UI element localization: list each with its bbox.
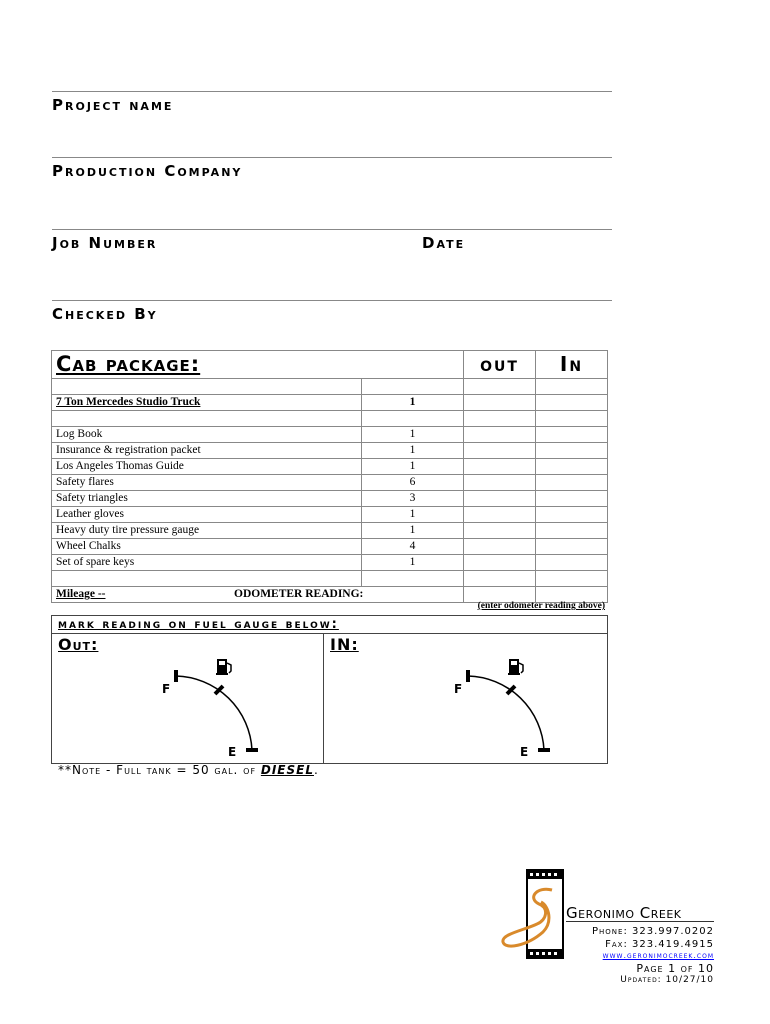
cab-package-table <box>51 350 608 603</box>
out-check-cell[interactable] <box>464 395 536 411</box>
item-qty: 1 <box>362 427 464 443</box>
table-row <box>52 539 608 555</box>
in-check-cell[interactable] <box>536 523 608 539</box>
item-qty: 6 <box>362 475 464 491</box>
checked-by-label: Checked By <box>52 305 158 323</box>
production-company-field[interactable] <box>52 157 612 218</box>
fuel-gauge-title: mark reading on fuel gauge below: <box>58 617 339 632</box>
empty-mark: E <box>520 745 529 758</box>
in-check-cell[interactable] <box>536 555 608 571</box>
full-mark: F <box>454 682 463 696</box>
item-qty: 1 <box>362 443 464 459</box>
item-rows <box>52 427 608 571</box>
in-check-cell[interactable] <box>536 395 608 411</box>
page-number: Page 1 of 10 <box>636 962 714 975</box>
date-label: Date <box>422 234 466 252</box>
item-qty: 1 <box>362 555 464 571</box>
out-check-cell[interactable] <box>464 539 536 555</box>
out-check-cell[interactable] <box>464 571 536 587</box>
in-check-cell[interactable] <box>536 379 608 395</box>
fuel-pump-icon <box>508 659 523 675</box>
out-check-cell[interactable] <box>464 491 536 507</box>
item-name: Safety triangles <box>52 491 362 507</box>
out-check-cell[interactable] <box>464 523 536 539</box>
out-check-cell[interactable] <box>464 459 536 475</box>
out-column-header: out <box>464 351 536 379</box>
out-check-cell[interactable] <box>464 475 536 491</box>
out-check-cell[interactable] <box>464 443 536 459</box>
note-fuel-type: DIESEL <box>260 763 314 777</box>
in-check-cell[interactable] <box>536 411 608 427</box>
in-column-header: In <box>536 351 608 379</box>
odometer-note: (enter odometer reading above) <box>477 601 605 611</box>
divider <box>566 921 714 922</box>
item-name: Wheel Chalks <box>52 539 362 555</box>
divider <box>323 633 324 763</box>
in-check-cell[interactable] <box>536 443 608 459</box>
table-row <box>52 491 608 507</box>
table-row <box>52 411 608 427</box>
cab-package-title: Cab package: <box>52 351 464 379</box>
truck-name: 7 Ton Mercedes Studio Truck <box>52 395 362 411</box>
item-name: Heavy duty tire pressure gauge <box>52 523 362 539</box>
project-name-label: Project name <box>52 96 174 114</box>
in-check-cell[interactable] <box>536 539 608 555</box>
fuel-pump-icon <box>216 659 231 675</box>
item-name: Insurance & registration packet <box>52 443 362 459</box>
table-header-row <box>52 351 608 379</box>
in-check-cell[interactable] <box>536 459 608 475</box>
item-qty: 3 <box>362 491 464 507</box>
project-name-field[interactable] <box>52 91 612 152</box>
company-website-link[interactable]: www.geronimocreek.com <box>602 951 714 960</box>
table-row <box>52 459 608 475</box>
out-check-cell[interactable] <box>464 411 536 427</box>
in-check-cell[interactable] <box>536 491 608 507</box>
item-name: Set of spare keys <box>52 555 362 571</box>
item-name: Safety flares <box>52 475 362 491</box>
item-qty: 1 <box>362 459 464 475</box>
geronimo-creek-logo <box>497 862 577 962</box>
in-check-cell[interactable] <box>536 507 608 523</box>
table-row <box>52 427 608 443</box>
truck-qty: 1 <box>362 395 464 411</box>
note-prefix: **Note - Full tank = 50 gal. of <box>58 763 261 777</box>
item-name: Log Book <box>52 427 362 443</box>
table-row <box>52 571 608 587</box>
table-row <box>52 475 608 491</box>
out-check-cell[interactable] <box>464 379 536 395</box>
gauge-in-label: IN: <box>330 635 359 654</box>
mileage-label: Mileage -- <box>56 588 106 600</box>
fuel-gauge-out[interactable] <box>160 648 280 758</box>
company-fax: Fax: 323.419.4915 <box>605 939 714 950</box>
empty-mark: E <box>228 745 237 758</box>
production-company-label: Production Company <box>52 162 243 180</box>
out-check-cell[interactable] <box>464 555 536 571</box>
in-check-cell[interactable] <box>536 571 608 587</box>
fuel-gauge-in[interactable] <box>452 648 572 758</box>
table-row <box>52 443 608 459</box>
truck-row <box>52 395 608 411</box>
divider <box>52 633 607 634</box>
in-check-cell[interactable] <box>536 427 608 443</box>
out-check-cell[interactable] <box>464 507 536 523</box>
company-phone: Phone: 323.997.0202 <box>592 926 714 937</box>
item-name: Leather gloves <box>52 507 362 523</box>
in-check-cell[interactable] <box>536 475 608 491</box>
table-row <box>52 523 608 539</box>
gauge-out-label: Out: <box>58 635 99 654</box>
item-qty: 1 <box>362 523 464 539</box>
out-check-cell[interactable] <box>464 427 536 443</box>
table-row <box>52 507 608 523</box>
odometer-label: ODOMETER READING: <box>234 588 364 600</box>
table-row <box>52 379 608 395</box>
job-number-field[interactable] <box>52 229 612 290</box>
note-suffix: . <box>313 763 319 777</box>
fuel-gauge-box <box>51 615 608 764</box>
company-name: Geronimo Creek <box>566 904 682 922</box>
fuel-note <box>58 763 319 777</box>
full-mark: F <box>162 682 171 696</box>
item-qty: 4 <box>362 539 464 555</box>
job-number-label: Job Number <box>52 234 158 252</box>
item-name: Los Angeles Thomas Guide <box>52 459 362 475</box>
updated-date: Updated: 10/27/10 <box>620 975 714 985</box>
item-qty: 1 <box>362 507 464 523</box>
table-row <box>52 555 608 571</box>
